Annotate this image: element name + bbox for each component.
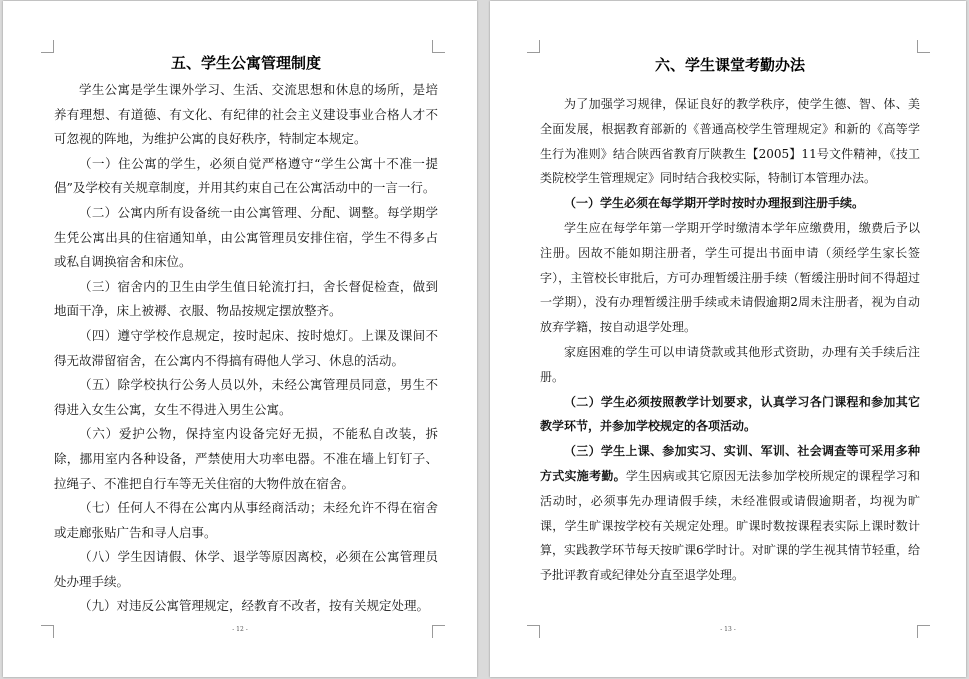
paragraph-item-6: （六）爱护公物，保持室内设备完好无损，不能私自改装，拆除，挪用室内各种设备，严禁使用大功率电器。不准在墙上钉钉子、拉绳子、不准把自行车等无关住宿的大物件放在宿舍。 (54, 426, 438, 491)
page-body (540, 53, 920, 588)
paragraph-intro: 为了加强学习规律，保证良好的教学秩序，使学生德、智、体、美全面发展，根据教育部新的《普通高校学生管理规定》和新的《高等学生行为准则》结合陕西省教育厅陕教生【2005】11号文件精神，《技工类院校学生管理规定》同时结合我校实际，特制订本管理办法。 (540, 97, 920, 186)
paragraph-item-5: （五）除学校执行公务人员以外，未经公寓管理员同意，男生不得进入女生公寓，女生不得进入男生公寓。 (54, 377, 438, 417)
paragraph-section-1-b: 家庭困难的学生可以申请贷款或其他形式资助，办理有关手续后注册。 (540, 344, 920, 384)
crop-mark-top-left (527, 40, 540, 53)
paragraph-item-1: （一）住公寓的学生，必须自觉严格遵守“学生公寓十不准一提倡”及学校有关规章制度，并用其约束自己在公寓活动中的一言一行。 (54, 155, 438, 196)
page-number: - 13 - (720, 626, 736, 633)
page-body (54, 51, 438, 619)
paragraph-item-3: （三）宿舍内的卫生由学生值日轮流打扫，舍长督促检查，做到地面干净，床上被褥、衣服、物品按规定摆放整齐。 (54, 278, 438, 319)
paragraph-item-2: （二）公寓内所有设备统一由公寓管理、分配、调整。每学期学生凭公寓出具的住宿通知单，由公寓管理员安排住宿，学生不得多占或私自调换宿舍和床位。 (54, 204, 438, 270)
paragraph-item-4: （四）遵守学校作息规定，按时起床、按时熄灯。上课及课间不得无故滞留宿舍，在公寓内不得搞有碍他人学习、休息的活动。 (54, 327, 438, 368)
crop-mark-top-left (41, 40, 54, 53)
crop-mark-top-right (917, 40, 930, 53)
section-heading-1: （一）学生必须在每学期开学时按时办理报到注册手续。 (564, 196, 865, 211)
paragraph-section-1-a: 学生应在每学年第一学期开学时缴清本学年应缴费用，缴费后予以注册。因故不能如期注册者，学生可提出书面申请（须经学生家长签字），主管校长审批后，方可办理暂缓注册手续（暂缓注册时间不得超过一学期），没有办理暂缓注册手续或未请假逾期2周未注册者，视为自动放弃学籍，按自动退学处理。 (540, 220, 920, 335)
document-page-left (3, 1, 477, 677)
paragraph-item-7: （七）任何人不得在公寓内从事经商活动；未经允许不得在宿舍或走廊张贴广告和寻人启事。 (54, 500, 438, 540)
page-title: 五、学生公寓管理制度 (170, 54, 321, 72)
paragraph-intro: 学生公寓是学生课外学习、生活、交流思想和休息的场所，是培养有理想、有道德、有文化、有纪律的社会主义建设事业合格人才不可忽视的阵地，为维护公寓的良好秩序，特制定本规定。 (54, 82, 438, 147)
page-number: - 12 - (232, 626, 248, 633)
section-3-text: 学生因病或其它原因无法参加学校所规定的课程学习和活动时，必须事先办理请假手续，未经准假或请假逾期者，均视为旷课，学生旷课按学校有关规定处理。旷课时数按课程表实际上课时数计算，实践教学环节每天按旷课6学时计。对旷课的学生视其情节轻重，给予批评教育或纪律处分直至退学处理。 (540, 468, 920, 583)
document-page-right (490, 1, 966, 677)
paragraph-section-3 (540, 439, 920, 588)
section-heading-2: （二）学生必须按照教学计划要求，认真学习各门课程和参加其它教学环节，并参加学校规定的各项活动。 (540, 394, 920, 434)
paragraph-item-8: （八）学生因请假、休学、退学等原因离校，必须在公寓管理员处办理手续。 (54, 549, 438, 589)
paragraph-item-9: （九）对违反公寓管理规定，经教育不改者，按有关规定处理。 (79, 598, 430, 614)
section-heading-3: （三）学生上课、参加实习、实训、军训、社会调查等可采用多种方式实施考勤。 (540, 444, 920, 483)
page-title: 六、学生课堂考勤办法 (654, 56, 805, 74)
